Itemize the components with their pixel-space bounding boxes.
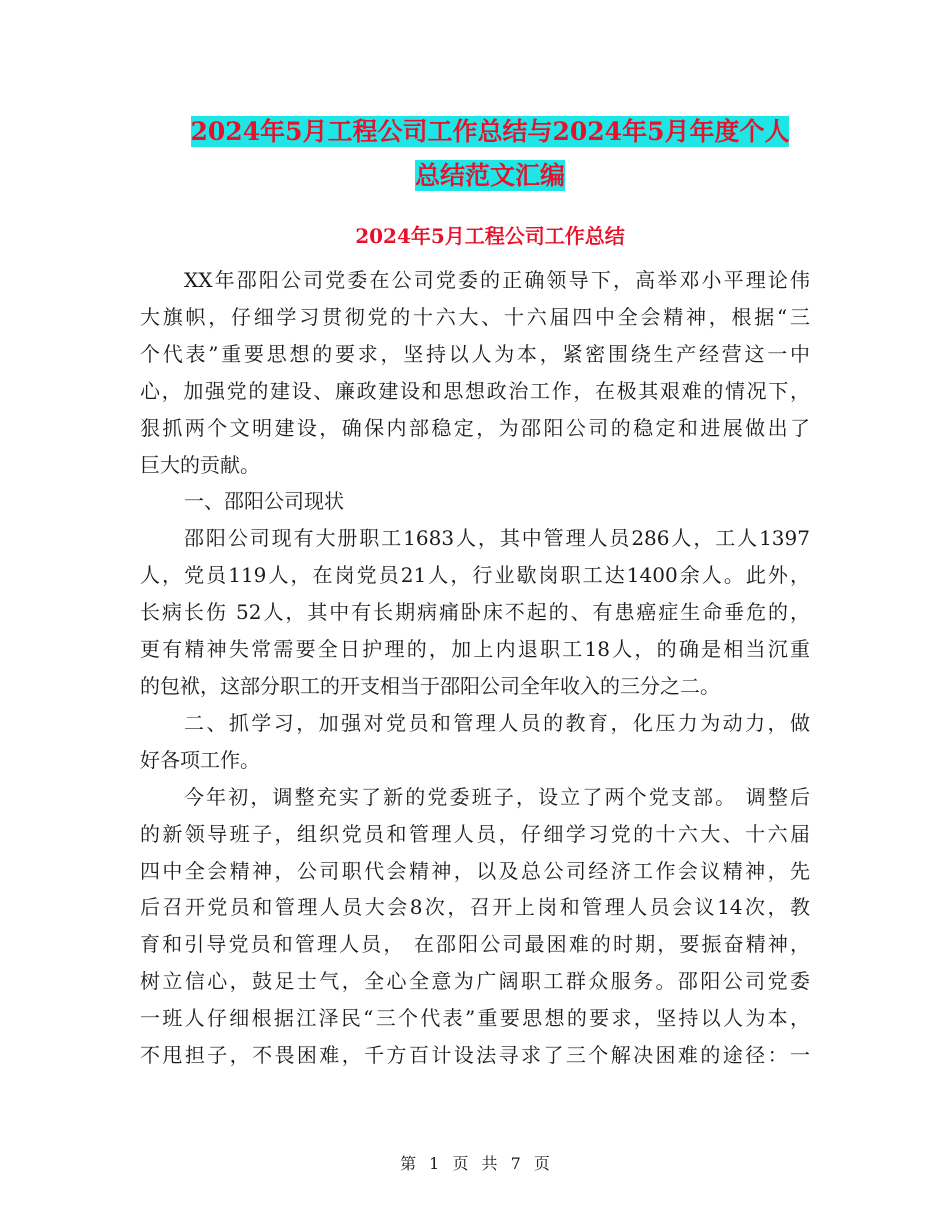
body-line: 一、邵阳公司现状 — [184, 489, 344, 514]
body-line: 四中全会精神，公司职代会精神，以及总公司经济工作会议精神，先 — [140, 858, 810, 883]
body-line: 今年初，调整充实了新的党委班子，设立了两个党支部。 调整后 — [184, 784, 810, 809]
body-line: 的包袱，这部分职工的开支相当于邵阳公司全年收入的三分之二。 — [140, 673, 720, 698]
body-line: 个代表”重要思想的要求，坚持以人为本，紧密围绕生产经营这一中 — [140, 341, 810, 366]
body-line: 大旗帜，仔细学习贯彻党的十六大、十六届四中全会精神，根据“三 — [140, 304, 810, 329]
body-line: 不甩担子，不畏困难，千方百计设法寻求了三个解决困难的途径：一 — [140, 1043, 810, 1068]
body-line: 狠抓两个文明建设，确保内部稳定，为邵阳公司的稳定和进展做出了 — [140, 415, 810, 440]
document-title — [140, 110, 840, 198]
body-line: 的新领导班子，组织党员和管理人员，仔细学习党的十六大、十六届 — [140, 821, 810, 846]
body-line: 好各项工作。 — [140, 747, 260, 772]
body-text — [140, 262, 810, 1074]
body-line: 心，加强党的建设、廉政建设和思想政治工作，在极其艰难的情况下， — [140, 378, 810, 403]
body-line: 后召开党员和管理人员大会8次，召开上岗和管理人员会议14次，教 — [140, 895, 810, 920]
section-title: 2024年5月工程公司工作总结 — [355, 224, 625, 248]
body-line: 长病长伤 52人，其中有长期病痛卧床不起的、有患癌症生命垂危的， — [140, 600, 810, 625]
body-line: 邵阳公司现有大册职工1683人，其中管理人员286人，工人1397 — [184, 526, 810, 551]
page-footer: 第 1 页 共 7 页 — [400, 1154, 550, 1173]
document-title-line-1: 2024年5月工程公司工作总结与2024年5月年度个人 — [190, 117, 790, 146]
body-line: 人，党员119人，在岗党员21人，行业歇岗职工达1400余人。此外， — [140, 563, 810, 588]
document-title-line-2: 总结范文汇编 — [414, 161, 565, 190]
body-line: 更有精神失常需要全日护理的，加上内退职工18人，的确是相当沉重 — [140, 637, 810, 662]
body-line: 二、抓学习，加强对党员和管理人员的教育，化压力为动力，做 — [184, 710, 810, 735]
body-line: 树立信心，鼓足士气，全心全意为广阔职工群众服务。邵阳公司党委 — [140, 969, 810, 994]
body-line: 巨大的贡献。 — [140, 452, 260, 477]
body-line: XX年邵阳公司党委在公司党委的正确领导下，高举邓小平理论伟 — [184, 268, 810, 292]
body-line: 育和引导党员和管理人员， 在邵阳公司最困难的时期，要振奋精神， — [140, 932, 810, 957]
body-line: 一班人仔细根据江泽民“三个代表”重要思想的要求，坚持以人为本， — [140, 1006, 810, 1031]
